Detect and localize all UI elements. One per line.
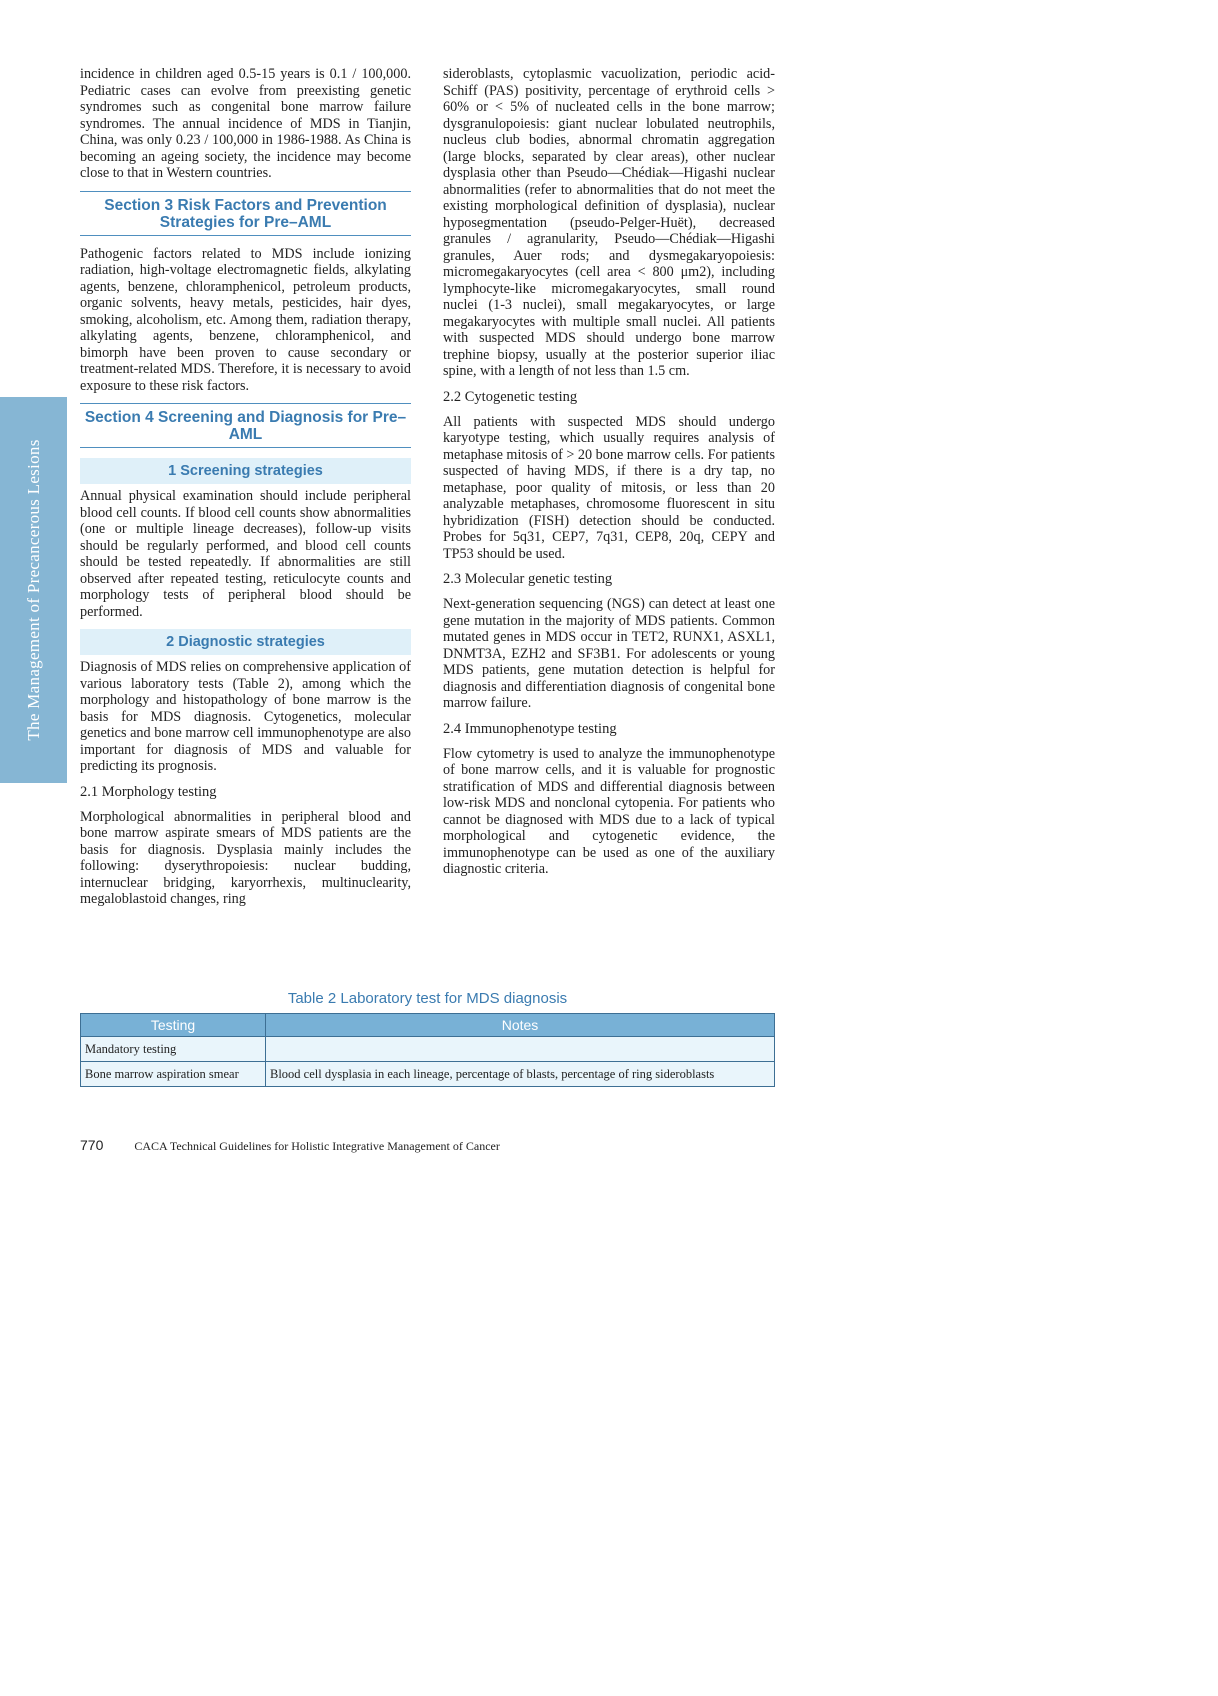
table-row: [81, 1062, 775, 1087]
table-caption: Table 2 Laboratory test for MDS diagnosis: [287, 990, 568, 1007]
table-area: [80, 990, 775, 1087]
table-cell-testing: Bone marrow aspiration smear: [81, 1062, 266, 1087]
diagnostic-paragraph: Diagnosis of MDS relies on comprehensive application of various laboratory tests (Table 2), among which the morphology and histopathology of bone marrow is the basis for MDS diagnosis. Cytogenetics, molecular genetics and bone marrow cell immunophenotype are also important for diagnosis of MDS and valuable for predicting its prognosis.: [80, 659, 411, 774]
side-tab: [0, 397, 67, 783]
running-title: CACA Technical Guidelines for Holistic Integrative Management of Cancer: [134, 1139, 500, 1153]
morphology-testing-heading: 2.1 Morphology testing: [80, 783, 217, 800]
immunophenotype-testing-heading: 2.4 Immunophenotype testing: [443, 720, 617, 737]
immunophenotype-paragraph: Flow cytometry is used to analyze the immunophenotype of bone marrow cells, and it is valuable for prognostic stratification of MDS and differential diagnosis between low-risk MDS and nonclonal cytopenia. For patients who cannot be diagnosed with MDS due to a lack of typical morphological and cytogenetic evidence, the immunophenotype can be used as one of the auxiliary diagnostic criteria.: [443, 745, 775, 877]
screening-paragraph: Annual physical examination should include peripheral blood cell counts. If blood cell counts show abnormalities (one or multiple lineage decreases), follow-up visits should be regularly performed, and blood cell counts should be tested repeatedly. If abnormalities are still observed after repeated testing, reticulocyte counts and morphology tests of peripheral blood should be performed.: [80, 488, 411, 620]
morphology-paragraph-continued: sideroblasts, cytoplasmic vacuolization, periodic acid-Schiff (PAS) positivity, percentage of erythroid cells > 60% or < 5% of nucleated cells in the bone marrow; dysgranulopoiesis: giant nuclear lobulated neutrophils, nucleus club bodies, abnormal chromatin aggregation (large blocks, separated by clear areas), other nuclear dysplasia other than Pseudo—Chédiak—Higashi nuclear abnormalities (refer to abnormalities that do not meet the existing morphological definition of dysplasia), nuclear hyposegmentation (pseudo-Pelger-Huët), decreased granules / agranularity, Pseudo—Chédiak—Higashi granules, Auer rods; and dysmegakaryopoiesis: micromegakaryocytes (cell area < 800 μm2), including lymphocyte-like micromegakaryocytes, small round nuclei (1-3 nuclei), small megakaryocytes, or large megakaryocytes with multiple small nuclei. All patients with suspected MDS should undergo bone marrow trephine biopsy, usually at the posterior superior iliac spine, with a length of not less than 1.5 cm.: [443, 66, 775, 379]
section-4-heading: Section 4 Screening and Diagnosis for Pre–AML: [80, 403, 411, 448]
table-header-notes: Notes: [266, 1014, 775, 1037]
screening-strategies-heading: 1 Screening strategies: [80, 458, 411, 484]
left-column: [80, 66, 411, 917]
cytogenetic-paragraph: All patients with suspected MDS should undergo karyotype testing, which usually requires analysis of metaphase mitosis of > 20 bone marrow cells. For patients suspected of having MDS, if there is a dry tap, no metaphase, poor quality of mitosis, or less than 20 analyzable metaphases, chromosome fluorescent in situ hybridization (FISH) detection should be conducted. Probes for 5q31, CEP7, 7q31, CEP8, 20q, CEPY and TP53 should be used.: [443, 413, 775, 562]
page-number: 770: [80, 1137, 104, 1153]
table-row: [81, 1037, 775, 1062]
table-header-testing: Testing: [81, 1014, 266, 1037]
molecular-testing-heading: 2.3 Molecular genetic testing: [443, 571, 613, 587]
intro-paragraph: incidence in children aged 0.5-15 years is 0.1 / 100,000. Pediatric cases can evolve from preexisting genetic syndromes such as congenital bone marrow failure syndromes. The annual incidence of MDS in Tianjin, China, was only 0.23 / 100,000 in 1986-1988. As China is becoming an ageing society, the incidence may become close to that in Western countries.: [80, 66, 411, 181]
right-column: [443, 66, 775, 887]
table-cell-testing: Mandatory testing: [81, 1037, 266, 1062]
morphology-paragraph: Morphological abnormalities in peripheral blood and bone marrow aspirate smears of MDS patients are the basis for diagnosis. Dysplasia mainly includes the following: dyserythropoiesis: nuclear budding, internuclear bridging, karyorrhexis, multinuclearity, megaloblastoid changes, ring: [80, 808, 411, 907]
lab-test-table: [80, 1013, 775, 1087]
page-footer: [80, 1137, 500, 1154]
cytogenetic-testing-heading: 2.2 Cytogenetic testing: [443, 388, 578, 405]
section-3-heading: Section 3 Risk Factors and Prevention Strategies for Pre–AML: [80, 191, 411, 236]
table-header-row: [81, 1014, 775, 1037]
molecular-paragraph: Next-generation sequencing (NGS) can detect at least one gene mutation in the majority of MDS patients. Common mutated genes in MDS occur in TET2, RUNX1, ASXL1, DNMT3A, EZH2 and SF3B1. For adolescents or young MDS patients, gene mutation detection is helpful for diagnosis and differentiation diagnosis of congenital bone marrow failure.: [443, 596, 775, 711]
table-cell-notes: Blood cell dysplasia in each lineage, percentage of blasts, percentage of ring sideroblasts: [266, 1062, 775, 1087]
risk-factors-paragraph: Pathogenic factors related to MDS include ionizing radiation, high-voltage electromagnetic fields, alkylating agents, benzene, chloramphenicol, petroleum products, organic solvents, heavy metals, pesticides, hair dyes, smoking, alcoholism, etc. Among them, radiation therapy, alkylating agents, benzene, chloramphenicol, and bimorph have been proven to cause secondary or treatment-related MDS. Therefore, it is necessary to avoid exposure to these risk factors.: [80, 245, 411, 394]
table-cell-notes: [266, 1037, 775, 1062]
diagnostic-strategies-heading: 2 Diagnostic strategies: [80, 629, 411, 655]
side-tab-label: The Management of Precancerous Lesions: [23, 439, 43, 741]
